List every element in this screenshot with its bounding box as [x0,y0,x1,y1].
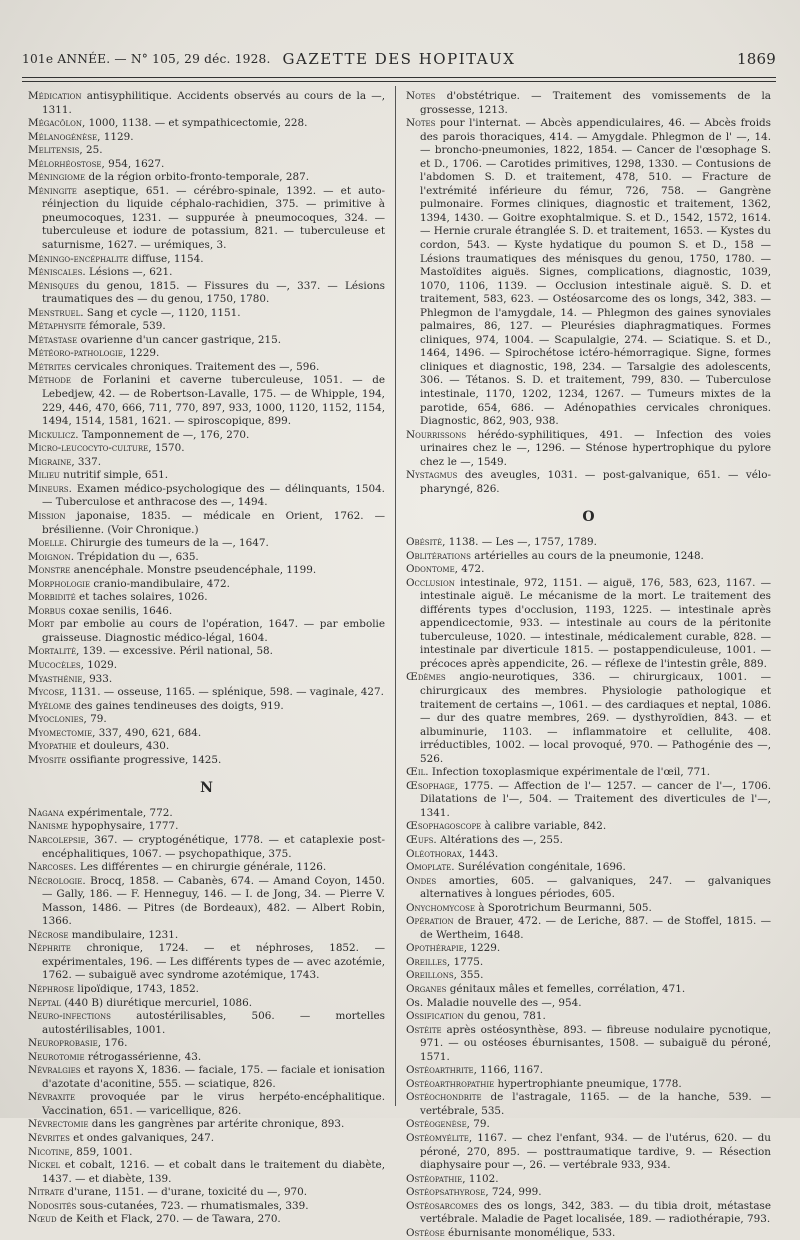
index-entry [28,875,385,929]
entry-text: autostérilisables, 506. — mortelles autostérilisables, 1001. [42,1010,385,1036]
index-entry [406,1200,771,1227]
entry-keyword: Myomectomie, [28,726,96,739]
entry-keyword: Ondes [406,874,437,887]
index-entry [28,618,385,645]
entry-text: 1775. [450,955,484,968]
index-entry [28,713,385,727]
entry-text: sous-cutanées, 723. — rhumatismales, 339. [76,1199,309,1212]
entry-text: Les différentes — en chirurgie générale, 1126. [76,861,327,874]
entry-text: par embolie au cours de l'opération, 1647. — par embolie graisseuse. Diagnostic médico-légal, 1604. [42,618,385,644]
entry-keyword: Moelle. [28,537,68,550]
entry-keyword: Ostéoarthrite, [406,1064,477,1077]
entry-text: et taches solaires, 1026. [75,591,208,604]
index-entry [28,807,385,821]
entry-text: coxae senilis, 1646. [65,604,173,617]
entry-keyword: Névralgies [28,1064,81,1077]
entry-text: 1000, 1138. — et sympathicectomie, 228. [85,117,308,130]
index-entry [28,469,385,483]
entry-keyword: Mélanogénèse, [28,130,101,143]
entry-keyword: Ostéomyélite, [406,1132,473,1145]
index-entry [28,334,385,348]
entry-keyword: Morbidité [28,591,76,604]
index-entry [406,1118,771,1132]
index-entry [28,185,385,253]
index-entry [28,605,385,619]
entry-text: de Forlanini et caverne tuberculeuse, 1051. — de Lebedjew, 42. — de Robertson-Lavalle, 175. — de Whipple, 194, 229, 446, 470, 666, 711, 770, 897, 933, 1000, 1120, 1152, 1154, 1494, 1514, 1581, 1621. — spiroscopique, 899. [42,374,385,428]
entry-keyword: Mickulicz. [28,428,79,441]
index-entry [406,550,771,564]
entry-keyword: Nodosités [28,1199,77,1212]
index-entry [28,645,385,659]
index-column-left [28,90,385,1227]
entry-text: d'urane, 1151. — d'urane, toxicité du —, 970. [64,1186,308,1199]
entry-keyword: Névraxite [28,1091,76,1104]
index-entry [406,1024,771,1065]
entry-text: 337, 490, 621, 684. [95,726,202,739]
entry-keyword: Melitensis, [28,144,83,157]
entry-keyword: Oblitérations [406,549,471,562]
entry-keyword: Neurotomie [28,1050,85,1063]
journal-title: GAZETTE DES HOPITAUX [282,50,516,68]
index-entry [28,942,385,983]
index-entry [406,915,771,942]
entry-text: 79. [469,1118,490,1131]
index-entry [406,563,771,577]
entry-text: provoquée par le virus herpéto-encéphalitique. Vaccination, 651. — varicellique, 826. [42,1091,385,1117]
entry-keyword: Organes [406,983,447,995]
entry-text: Infection toxoplasmique expérimentale de l'œil, 771. [428,766,711,779]
entry-keyword: Opothérapie, [406,942,468,955]
entry-keyword: Mycose, [28,686,68,699]
entry-text: expérimentale, 772. [63,806,173,819]
index-entry [28,374,385,428]
column-divider [395,86,396,1106]
index-entry [28,253,385,267]
entry-keyword: Neuro-infections [28,1010,111,1023]
index-entry [406,969,771,983]
entry-keyword: Œsophage, [406,779,459,792]
index-entry [28,361,385,375]
entry-text: du genou, 1815. — Fissures du —, 337. — Lésions traumatiques des — du genou, 1750, 1780. [42,279,385,306]
entry-text: à calibre variable, 842. [481,820,607,833]
entry-keyword: Névrectomie [28,1118,89,1131]
index-entry [28,483,385,510]
index-entry [406,90,771,117]
entry-keyword: Ostéochondrite [406,1091,482,1104]
index-entry [406,766,771,780]
header-rule-top [22,77,776,78]
entry-text: d'obstétrique. — Traitement des vomissements de la grossesse, 1213. [420,90,771,116]
index-entry [28,754,385,768]
entry-keyword: Myélome [28,699,72,712]
entry-text: des gaines tendineuses des doigts, 919. [71,699,284,712]
entry-text: cranio-mandibulaire, 472. [90,577,230,590]
index-entry [406,117,771,429]
entry-text: 337. [74,455,102,468]
entry-keyword: Myasthénie, [28,672,86,685]
entry-text: 1167. — chez l'enfant, 934. — de l'utérus, 620. — du péroné, 270, 895. — posttraumatique tardive, 9. — Résection diaphysaire pour —, 26. — vertébrale 933, 934. [420,1132,771,1172]
index-entry [28,1213,385,1227]
entry-keyword: Myosite [28,753,67,766]
entry-keyword: Œufs. [406,833,437,846]
index-entry [406,997,771,1011]
index-entry [28,564,385,578]
entry-text: éburnisante monomélique, 533. [444,1226,616,1239]
header-rule-bottom [22,81,776,82]
entry-text: mandibulaire, 1231. [68,928,179,941]
entry-keyword: Méniscales. [28,266,86,279]
index-entry [28,673,385,687]
entry-keyword: Omoplate. [406,861,455,874]
index-entry [406,1010,771,1024]
entry-keyword: Myopathie [28,740,77,753]
entry-keyword: Onychomycose [406,901,476,914]
entry-text: 1775. — Affection de l'— 1257. — cancer de l'—, 1706. Dilatations de l'—, 504. — Traitement des diverticules de l'—, 1341. [420,779,771,819]
entry-text: 1131. — osseuse, 1165. — splénique, 598. — vaginale, 427. [67,686,384,699]
entry-text: 1029. [83,658,118,671]
index-entry [406,1064,771,1078]
index-entry [406,671,771,766]
index-entry [28,1010,385,1037]
entry-text: anencéphale. Monstre pseudencéphale, 1199. [70,564,317,577]
index-entry [28,1037,385,1051]
entry-keyword: Odontome, [406,563,458,576]
entry-text: 1129. [100,130,134,143]
index-entry [28,266,385,280]
index-entry [28,861,385,875]
entry-keyword: Monstre [28,564,71,577]
entry-keyword: Métastase [28,333,78,346]
entry-text: artérielles au cours de la pneumonie, 1248. [470,549,704,562]
entry-keyword: Méningo-encéphalite [28,252,129,265]
entry-keyword: Ostéose [406,1226,445,1239]
entry-keyword: Néphrose [28,983,74,995]
index-entry [28,578,385,592]
entry-text: et cobalt, 1216. — et cobalt dans le traitement du diabète, 1437. — et diabète, 139. [42,1159,385,1185]
entry-keyword: Ostéopathie, [406,1172,466,1185]
entry-keyword: Ossification [406,1010,464,1023]
entry-keyword: Nitrate [28,1186,65,1199]
entry-text: antisyphilitique. Accidents observés au cours de la —, 1311. [42,90,385,116]
entry-text: ossifiante progressive, 1425. [66,753,222,766]
entry-text: 25. [82,144,103,157]
entry-text: (440 B) diurétique mercuriel, 1086. [60,996,253,1009]
index-entry [28,740,385,754]
entry-keyword: Néphrite [28,942,71,955]
entry-text: angio-neurotiques, 336. — chirurgicaux, 1001. — chirurgicaux des membres. Physiologie pathologique et traitement de certains —, 1061. — des cardiaques et neptal, 1086. — dur des quatre membres, 269. — dysthyroïdien, 843. — et albuminurie, 1103. — inflammatoire et cellulite, 408. irréductibles, 1002. — local provoqué, 970. — Pathogénie des —, 526. [420,671,771,765]
entry-keyword: Neptal [28,996,61,1009]
entry-text: 1229. [467,942,501,955]
entry-text: amorties, 605. — galvaniques, 247. — galvaniques alternatives à longues périodes, 605. [420,874,771,901]
entry-text: du genou, 781. [463,1010,546,1023]
entry-keyword: Météoro-pathologie, [28,347,127,360]
entry-text: hypophysaire, 1777. [68,820,179,833]
entry-keyword: Ostéosarcomes [406,1199,479,1212]
entry-text: lipoïdique, 1743, 1852. [73,983,199,995]
index-entry [28,1200,385,1214]
entry-text: 79. [86,713,107,726]
entry-text: rétrogassérienne, 43. [84,1050,202,1063]
entry-keyword: Nourrissons [406,428,467,441]
section-letter: N [200,780,213,797]
entry-keyword: Mortalité, [28,645,80,658]
entry-text: 355. [456,969,484,982]
entry-text: 176. [101,1037,128,1050]
entry-text: 139. — excessive. Péril national, 58. [79,645,273,658]
entry-text: pour l'internat. — Abcès appendiculaires, 46. — Abcès froids des parois thoraciques, 414. — Amygdale. Phlegmon de l' —, 14. — broncho-pneumonies, 1822, 1854. — Cancer de l'œsophage S. et D., 1706. — Carotides primitives, 1298, 1330. — Contusions de l'abdomen S. D. et traitement, 478, 510. — Fracture de l'extrémité inférieure du fémur, 726, 758. — Gangrène pulmonaire. Formes cliniques, diagnostic et traitement, 1362, 1394, 1430. — Goitre exophtalmique. S. et D., 1542, 1572, 1614. — Hernie crurale étranglée S. D. et traitement, 1653. — Kystes du cordon, 543. — Kyste hydatique du poumon S. et D., 158 — Lésions traumatiques des ménisques du genou, 1750, 1780. — Mastoïdites aiguës. Signes, complications, diagnostic, 1039, 1070, 1106, 1139. — Occlusion intestinale aiguë. S. D. et traitement, 583, 623. — Ostéosarcome des os longs, 342, 383. — Phlegmon de l'amygdale, 14. — Phlegmon des gaines synoviales palmaires, 86, 127. — Pleurésies diaphragmatiques. Formes cliniques, 974, 1004. — Scapulalgie, 274. — Sciatique. S. et D., 1464, 1496. — Spirochétose ictéro-hémorragique. Signe, formes cliniques et diagnostic, 198, 234. — Tarsalgie des adolescents, 306. — Tétanos. S. D. et traitement, 799, 830. — Tuberculose intestinale, 1170, 1202, 1234, 1267. — Tumeurs mixtes de la parotide, 654, 686. — Adénopathies cervicales chroniques. Diagnostic, 862, 903, 938. [420,117,771,428]
entry-text: des os longs, 342, 383. — du tibia droit, métastase vertébrale. Maladie de Paget localisée, 189. — radiothérapie, 793. [420,1199,771,1226]
entry-keyword: Ménisques [28,279,79,292]
index-entry [28,347,385,361]
entry-text: 1138. — Les —, 1757, 1789. [445,535,597,548]
index-entry [28,307,385,321]
entry-text: fémorale, 539. [85,320,166,333]
entry-keyword: Morphologie [28,577,91,590]
entry-text: 859, 1001. [72,1145,133,1158]
entry-keyword: Myoclonies, [28,713,87,726]
entry-keyword: Nystagmus [406,469,458,482]
entry-text: intestinale, 972, 1151. — aiguë, 176, 583, 623, 1167. — intestinale aiguë. Le mécanisme de la mort. Le traitement des différents types d'occlusion, 1193, 1225. — intestinale après appendicectomie, 933. — intestinale au cours de la péritonite tuberculeuse, 1020. — intestinale, médicalement curable, 828. — intestinale par diverticule 1815. — postappendiculeuse, 1001. — précoces après appendicite, 26. — réflexe de l'intestin grêle, 889. [420,576,771,670]
index-entry [28,1159,385,1186]
index-entry [28,834,385,861]
entry-text: 724, 999. [488,1186,542,1199]
index-entry [28,1064,385,1091]
index-entry [28,591,385,605]
entry-keyword: Mélorhéostose, [28,157,105,170]
entry-text: à Sporotrichum Beurmanni, 505. [475,901,652,914]
entry-keyword: Migraine, [28,455,75,468]
entry-text: cervicales chroniques. Traitement des —, 596. [71,360,320,373]
entry-keyword: Oreilles, [406,955,451,968]
entry-text: hérédo-syphilitiques, 491. — Infection des voies urinaires chez le —, 1296. — Sténose hypertrophique du pylore chez le —, 1549. [420,428,771,468]
entry-text: Examen médico-psychologique des — délinquants, 1504. — Tuberculose et anthracose des —, 1494. [42,482,385,509]
index-entry [28,117,385,131]
entry-keyword: Métrites [28,360,72,373]
entry-keyword: Œdèmes [406,671,446,684]
entry-keyword: Névrites [28,1132,70,1145]
entry-text: de Keith et Flack, 270. — de Tawara, 270. [56,1213,281,1226]
entry-text: des aveugles, 1031. — post-galvanique, 651. — vélo-pharyngé, 826. [420,469,771,495]
entry-keyword: Nécrologie. [28,874,86,887]
index-entry [406,1078,771,1092]
entry-text: nutritif simple, 651. [59,469,169,482]
entry-text: Os. Maladie nouvelle des —, 954. [406,996,582,1009]
entry-text: diffuse, 1154. [128,252,204,265]
index-entry [28,1186,385,1200]
entry-keyword: Nœud [28,1213,57,1226]
entry-keyword: Mineurs. [28,482,72,495]
entry-keyword: Ostéoarthropathie [406,1077,495,1090]
entry-keyword: Nicotine, [28,1145,73,1158]
index-entry [28,1091,385,1118]
entry-keyword: Micro-leucocyto-culture, [28,442,152,455]
index-entry [28,171,385,185]
index-entry [28,1146,385,1160]
entry-keyword: Ostéite [406,1023,442,1036]
entry-keyword: Milieu [28,469,60,482]
index-entry [28,727,385,741]
entry-text: 1229. [126,347,160,360]
index-entry [406,861,771,875]
entry-keyword: Ostéogenèse, [406,1118,470,1131]
entry-keyword: Nanisme [28,820,69,833]
entry-keyword: Occlusion [406,576,455,589]
entry-keyword: Métaphysite [28,320,86,333]
entry-text: dans les gangrènes par artérite chronique, 893. [88,1118,345,1131]
entry-keyword: Mucocèles, [28,658,84,671]
entry-keyword: Narcolepsie, [28,833,89,846]
index-entry [28,1118,385,1132]
entry-keyword: Œil. [406,766,429,779]
section-letter: O [582,509,595,526]
entry-keyword: Méthode [28,374,71,387]
index-entry [406,902,771,916]
entry-text: 1570. [151,442,185,455]
entry-keyword: Nécrose [28,928,69,941]
index-entry [406,469,771,496]
entry-text: Chirurgie des tumeurs de la —, 1647. [67,537,269,550]
index-entry [28,158,385,172]
index-entry [28,997,385,1011]
entry-text: aseptique, 651. — cérébro-spinale, 1392. — et auto-réinjection du liquide céphalo-rachidien, 375. — primitive à pneumocoques, 1231. — suppurée à pneumocoques, 324. — tuberculeuse et iodure de potassium, 821. — tuberculeuse et saturnisme, 1627. — urémiques, 3. [42,184,385,252]
entry-keyword: Oreillons, [406,969,457,982]
index-entry [28,320,385,334]
entry-text: hypertrophiante pneumique, 1778. [494,1077,682,1090]
entry-keyword: Mission [28,509,66,522]
index-entry [28,131,385,145]
index-entry [28,1132,385,1146]
entry-text: Surélévation congénitale, 1696. [454,861,626,874]
index-entry [406,942,771,956]
entry-keyword: Mort [28,618,55,631]
index-entry [28,659,385,673]
entry-keyword: Œsophagoscope [406,820,482,833]
entry-text: après ostéosynthèse, 893. — fibreuse nodulaire pycnotique, 971. — ou ostéoses éburnisantes, 1508. — subaiguë du péroné, 1571. [420,1023,771,1063]
entry-text: chronique, 1724. — et néphroses, 1852. — expérimentales, 196. — Les différents types de — avec azotémie, 1762. — subaiguë avec syndrome azotémique, 1743. [42,942,386,982]
index-entry [28,929,385,943]
index-entry [28,537,385,551]
entry-text: japonaise, 1835. — médicale en Orient, 1762. — brésilienne. (Voir Chronique.) [42,509,385,536]
entry-text: Tamponnement de —, 176, 270. [78,428,250,441]
running-header [20,50,778,72]
entry-text: génitaux mâles et femelles, corrélation, 471. [446,983,686,995]
index-entry [406,1091,771,1118]
entry-keyword: Ostéopsathyrose, [406,1186,489,1199]
index-entry [28,144,385,158]
entry-keyword: Moignon. [28,550,75,563]
index-entry [406,834,771,848]
entry-text: de la région orbito-fronto-temporale, 287. [85,171,310,184]
entry-text: Altérations des —, 255. [436,833,563,846]
entry-keyword: Narcoses. [28,861,77,874]
index-entry [406,956,771,970]
index-column-right [406,90,771,1240]
entry-text: 472. [457,563,485,576]
index-entry [28,1051,385,1065]
index-entry [28,700,385,714]
index-entry [406,1173,771,1187]
entry-text: 1443. [465,847,499,860]
index-entry [28,429,385,443]
entry-keyword: Notes [406,90,436,102]
entry-text: 954, 1627. [104,157,165,170]
entry-text: Trépidation du —, 635. [74,550,199,563]
index-entry [28,686,385,700]
entry-text: Brocq, 1858. — Cabanès, 674. — Amand Coyon, 1450. — Gally, 186. — F. Henneguy, 146. — I. de Jong, 34. — Pierre V. Masson, 1486. — Pitres (de Bordeaux), 482. — Albert Robin, 1366. [42,874,385,928]
index-entry [406,983,771,997]
index-entry [406,1132,771,1173]
entry-text: Lésions —, 621. [85,266,173,279]
entry-keyword: Notes [406,117,436,130]
entry-keyword: Nickel [28,1159,61,1172]
index-entry [28,983,385,997]
index-entry [28,442,385,456]
index-entry [28,510,385,537]
entry-text: 1166, 1167. [476,1064,544,1077]
entry-keyword: Opération [406,915,454,928]
entry-text: et douleurs, 430. [76,740,170,753]
issue-info: 101e ANNÉE. — N° 105, 29 déc. 1928. [22,52,271,66]
entry-keyword: Morbus [28,604,66,617]
entry-text: 1102. [465,1172,499,1185]
entry-keyword: Obésité, [406,535,446,548]
entry-text: de l'astragale, 1165. — de la hanche, 539. — vertébrale, 535. [420,1091,771,1117]
index-entry [406,1227,771,1240]
index-entry [28,90,385,117]
index-entry [406,1186,771,1200]
entry-text: 933. [85,672,113,685]
entry-keyword: Oléothorax, [406,847,466,860]
entry-keyword: Méningite [28,184,77,197]
entry-keyword: Mégacôlon, [28,117,86,130]
index-entry [406,820,771,834]
entry-text: de Brauer, 472. — de Leriche, 887. — de Stoffel, 1815. — de Wertheim, 1648. [420,915,771,941]
entry-text: et ondes galvaniques, 247. [69,1132,215,1145]
entry-text: Sang et cycle —, 1120, 1151. [83,306,241,319]
index-entry [406,536,771,550]
index-entry [28,551,385,565]
entry-keyword: Méningiome [28,171,86,184]
index-entry [406,780,771,821]
page-number: 1869 [737,50,776,68]
index-entry [28,280,385,307]
index-entry [406,848,771,862]
entry-keyword: Neuroprobasie, [28,1037,102,1050]
index-entry [28,820,385,834]
index-entry [406,577,771,672]
entry-text: 367. — cryptogénétique, 1778. — et cataplexie post-encéphalitiques, 1067. — psychopathique, 375. [42,833,385,860]
entry-text: et rayons X, 1836. — faciale, 175. — faciale et ionisation d'azotate d'aconitine, 555. — sciatique, 826. [42,1064,385,1090]
index-entry [406,429,771,470]
index-entry [28,456,385,470]
entry-keyword: Nagana [28,806,64,819]
entry-keyword: Médication [28,90,82,102]
index-entry [406,875,771,902]
entry-keyword: Menstruel. [28,306,84,319]
entry-text: ovarienne d'un cancer gastrique, 215. [77,333,282,346]
